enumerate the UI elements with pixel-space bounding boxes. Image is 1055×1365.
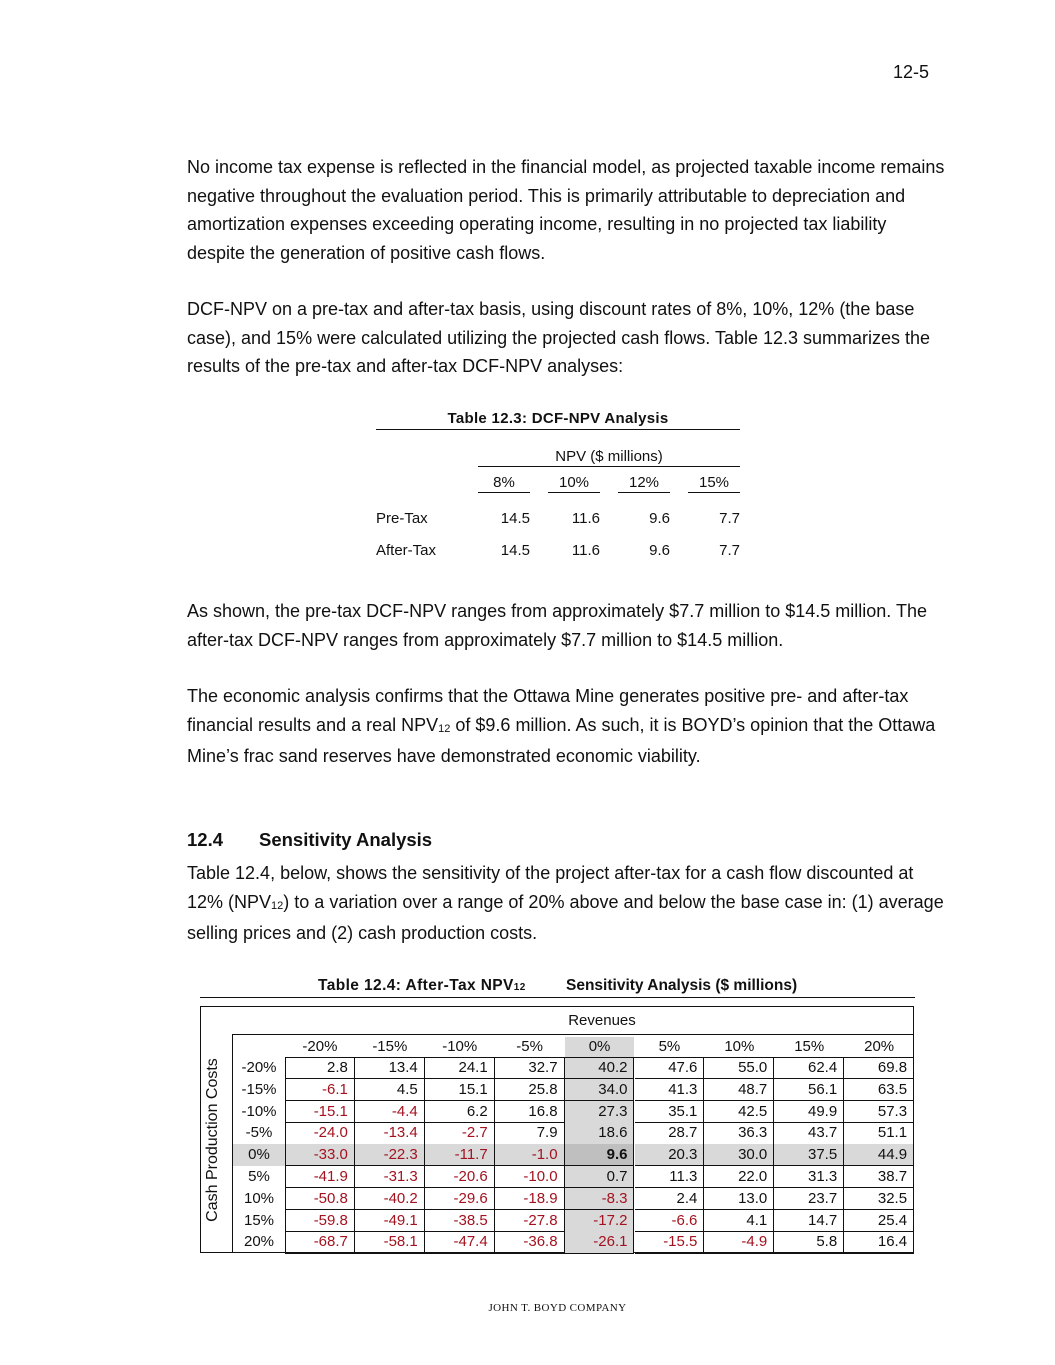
sensitivity-cell: -58.1 bbox=[355, 1231, 425, 1253]
sensitivity-cell: 18.6 bbox=[565, 1122, 635, 1144]
sensitivity-cell: 38.7 bbox=[844, 1166, 914, 1188]
table-12-3-group-header: NPV ($ millions) bbox=[478, 448, 740, 467]
sensitivity-cell: -38.5 bbox=[425, 1210, 495, 1232]
table-12-3-cell: 14.5 bbox=[500, 510, 530, 527]
sensitivity-cell: 25.8 bbox=[495, 1079, 565, 1101]
text: Table 12.4, below, shows the sensitivity of the project after-tax for a cash flow discounted at 12% (NPV bbox=[187, 863, 914, 912]
cost-row-header: 0% bbox=[233, 1144, 285, 1166]
table-12-3-row-label: Pre-Tax bbox=[376, 510, 428, 527]
section-number: 12.4 bbox=[187, 829, 224, 850]
sensitivity-cell: 16.4 bbox=[844, 1231, 914, 1253]
sensitivity-cell: 63.5 bbox=[844, 1079, 914, 1101]
sensitivity-cell: 23.7 bbox=[774, 1188, 844, 1210]
table-12-3-col-header: 15% bbox=[688, 474, 740, 493]
sensitivity-cell: 0.7 bbox=[565, 1166, 635, 1188]
sensitivity-cell: 2.4 bbox=[635, 1188, 705, 1210]
sensitivity-cell: 13.0 bbox=[704, 1188, 774, 1210]
sensitivity-cell: 22.0 bbox=[704, 1166, 774, 1188]
subscript: 12 bbox=[438, 722, 451, 735]
table-12-4-title-a bbox=[318, 977, 526, 995]
cost-row-header: 20% bbox=[243, 1233, 275, 1251]
sensitivity-cell: -8.3 bbox=[565, 1188, 635, 1210]
sensitivity-cell: -4.9 bbox=[704, 1231, 774, 1253]
cost-row-header: -10% bbox=[241, 1102, 277, 1120]
sensitivity-cell: 5.8 bbox=[774, 1231, 844, 1253]
revenue-col-header: 20% bbox=[864, 1038, 895, 1055]
sensitivity-cell: 37.5 bbox=[774, 1144, 844, 1166]
sensitivity-cell: 42.5 bbox=[704, 1101, 774, 1123]
page-number: 12-5 bbox=[893, 62, 930, 82]
table-12-4-title-b: Sensitivity Analysis ($ millions) bbox=[566, 977, 798, 994]
sensitivity-cell: 6.2 bbox=[425, 1101, 495, 1123]
sensitivity-cell: -22.3 bbox=[355, 1144, 425, 1166]
sensitivity-cell: 41.3 bbox=[635, 1079, 705, 1101]
sensitivity-cell: 62.4 bbox=[774, 1057, 844, 1079]
section-title: Sensitivity Analysis bbox=[259, 829, 433, 850]
sensitivity-cell: -17.2 bbox=[565, 1210, 635, 1232]
table-12-3-col-header: 12% bbox=[618, 474, 670, 493]
sensitivity-cell: 51.1 bbox=[844, 1122, 914, 1144]
sensitivity-cell: -50.8 bbox=[285, 1188, 355, 1210]
table-12-4-title bbox=[200, 977, 915, 998]
table-12-3-row-label: After-Tax bbox=[376, 542, 437, 559]
sensitivity-cell: -68.7 bbox=[285, 1231, 355, 1253]
cost-row-header: 5% bbox=[248, 1168, 270, 1185]
revenue-col-header: -20% bbox=[302, 1038, 338, 1055]
revenues-label: Revenues bbox=[568, 1012, 636, 1029]
sensitivity-cell: 4.1 bbox=[704, 1210, 774, 1232]
sensitivity-cell: 69.8 bbox=[844, 1057, 914, 1079]
table-12-3-cell: 14.5 bbox=[500, 542, 530, 559]
sensitivity-cell: 13.4 bbox=[355, 1057, 425, 1079]
sensitivity-cell: -33.0 bbox=[285, 1144, 355, 1166]
sensitivity-cell: -24.0 bbox=[285, 1122, 355, 1144]
table-12-3-col-header: 10% bbox=[548, 474, 600, 493]
grid-line bbox=[285, 1057, 914, 1058]
table-12-3-title: Table 12.3: DCF-NPV Analysis bbox=[376, 410, 740, 430]
sensitivity-cell: 32.7 bbox=[495, 1057, 565, 1079]
table-12-3-col-header: 8% bbox=[478, 474, 530, 493]
sensitivity-cell: 11.3 bbox=[635, 1166, 705, 1188]
table-12-3-cell: 9.6 bbox=[649, 542, 670, 559]
sensitivity-cell: 25.4 bbox=[844, 1210, 914, 1232]
text: The economic analysis confirms that the Ottawa Mine generates positive pre- and after-tax financial results and a real NPV bbox=[187, 686, 909, 735]
cost-row-header: -5% bbox=[245, 1124, 273, 1142]
sensitivity-cell: -36.8 bbox=[495, 1231, 565, 1253]
cost-row-header: -20% bbox=[241, 1059, 277, 1076]
table-12-3-cell: 7.7 bbox=[719, 510, 740, 527]
sensitivity-cell: -18.9 bbox=[495, 1188, 565, 1210]
table-12-3-cell: 7.7 bbox=[719, 542, 740, 559]
sensitivity-cell: 9.6 bbox=[565, 1144, 635, 1166]
sensitivity-cell: 24.1 bbox=[425, 1057, 495, 1079]
sensitivity-cell: -10.0 bbox=[495, 1166, 565, 1188]
sensitivity-cell: 43.7 bbox=[774, 1122, 844, 1144]
paragraph-dcf-npv: DCF-NPV on a pre-tax and after-tax basis, using discount rates of 8%, 10%, 12% (the base case), and 15% were calculated utilizing the projected cash flows. Table 12.3 summarizes the results of the pre-tax and after-tax DCF-NPV analyses: bbox=[187, 299, 931, 376]
cost-row-header: 10% bbox=[243, 1189, 275, 1207]
sensitivity-cell: -26.1 bbox=[565, 1231, 635, 1253]
sensitivity-cell: -13.4 bbox=[355, 1122, 425, 1144]
sensitivity-cell: 28.7 bbox=[635, 1122, 705, 1144]
revenue-col-header: 0% bbox=[565, 1037, 635, 1057]
sensitivity-cell: 34.0 bbox=[565, 1079, 635, 1101]
sensitivity-cell: -47.4 bbox=[425, 1231, 495, 1253]
grid-line bbox=[285, 1057, 286, 1253]
text: Table 12.4: After-Tax NPV bbox=[318, 977, 514, 994]
sensitivity-cell: 48.7 bbox=[704, 1079, 774, 1101]
revenue-col-header: 10% bbox=[724, 1038, 755, 1055]
paragraph-sensitivity bbox=[187, 859, 947, 948]
sensitivity-cell: 57.3 bbox=[844, 1101, 914, 1123]
table-12-3-cell: 9.6 bbox=[649, 510, 670, 527]
sensitivity-cell: -49.1 bbox=[355, 1210, 425, 1232]
sensitivity-cell: 2.8 bbox=[285, 1057, 355, 1079]
text: of $9.6 million. As such, it is BOYD’s opinion that the Ottawa Mine’s frac sand reserves have demonstrated economic viability. bbox=[187, 714, 936, 766]
sensitivity-cell: 4.5 bbox=[355, 1079, 425, 1101]
sensitivity-cell: 15.1 bbox=[425, 1079, 495, 1101]
table-12-3 bbox=[376, 410, 740, 559]
sensitivity-cell: -40.2 bbox=[355, 1188, 425, 1210]
sensitivity-cell: 35.1 bbox=[635, 1101, 705, 1123]
sensitivity-cell: -15.5 bbox=[635, 1231, 705, 1253]
sensitivity-cell: 32.5 bbox=[844, 1188, 914, 1210]
sensitivity-cell: 20.3 bbox=[635, 1144, 705, 1166]
sensitivity-cell: 40.2 bbox=[565, 1057, 635, 1079]
cash-production-costs-label: Cash Production Costs bbox=[204, 1058, 221, 1222]
sensitivity-cell: 47.6 bbox=[635, 1057, 705, 1079]
sensitivity-cell: -6.6 bbox=[635, 1210, 705, 1232]
sensitivity-cell: 36.3 bbox=[704, 1122, 774, 1144]
sensitivity-cell: -15.1 bbox=[285, 1101, 355, 1123]
sensitivity-cell: 49.9 bbox=[774, 1101, 844, 1123]
revenue-col-header: 15% bbox=[794, 1038, 825, 1055]
subscript: 12 bbox=[513, 982, 526, 993]
revenue-col-header: -15% bbox=[372, 1038, 408, 1055]
table-12-3-cell: 11.6 bbox=[571, 510, 600, 527]
sensitivity-cell: 55.0 bbox=[704, 1057, 774, 1079]
sensitivity-cell: 7.9 bbox=[495, 1122, 565, 1144]
sensitivity-cell: -27.8 bbox=[495, 1210, 565, 1232]
sensitivity-cell: -4.4 bbox=[355, 1101, 425, 1123]
cost-row-header: 15% bbox=[243, 1211, 275, 1229]
subscript: 12 bbox=[271, 899, 284, 912]
sensitivity-cell: 31.3 bbox=[774, 1166, 844, 1188]
paragraph-income-tax: No income tax expense is reflected in the financial model, as projected taxable income remains negative throughout the evaluation period. This is primarily attributable to depreciation and amortization expenses exceeding operating income, resulting in no projected tax liability despite the generation of positive cash flows. bbox=[187, 157, 945, 263]
sensitivity-cell: 14.7 bbox=[774, 1210, 844, 1232]
sensitivity-cell: 30.0 bbox=[704, 1144, 774, 1166]
sensitivity-cell: -1.0 bbox=[495, 1144, 565, 1166]
sensitivity-cell: -59.8 bbox=[285, 1210, 355, 1232]
sensitivity-cell: 56.1 bbox=[774, 1079, 844, 1101]
sensitivity-cell: -2.7 bbox=[425, 1122, 495, 1144]
sensitivity-cell: 27.3 bbox=[565, 1101, 635, 1123]
revenue-col-header: -5% bbox=[516, 1038, 543, 1055]
sensitivity-cell: 16.8 bbox=[495, 1101, 565, 1123]
section-heading bbox=[187, 829, 432, 851]
footer-company: JOHN T. BOYD COMPANY bbox=[488, 1302, 627, 1314]
sensitivity-cell: -20.6 bbox=[425, 1166, 495, 1188]
revenue-col-header: -10% bbox=[442, 1038, 478, 1055]
paragraph-conclusion bbox=[187, 682, 947, 771]
cost-row-header: -15% bbox=[241, 1080, 277, 1098]
paragraph-npv-range: As shown, the pre-tax DCF-NPV ranges from approximately $7.7 million to $14.5 million. The after-tax DCF-NPV ranges from approximately $7.7 million to $14.5 million. bbox=[187, 601, 927, 650]
sensitivity-cell: -6.1 bbox=[285, 1079, 355, 1101]
sensitivity-cell: -11.7 bbox=[425, 1144, 495, 1166]
sensitivity-cell: 44.9 bbox=[844, 1144, 914, 1166]
sensitivity-cell: -31.3 bbox=[355, 1166, 425, 1188]
revenue-col-header: 5% bbox=[658, 1038, 681, 1055]
text: ) to a variation over a range of 20% above and below the base case in: (1) average selling prices and (2) cash production costs. bbox=[187, 891, 944, 943]
sensitivity-cell: -29.6 bbox=[425, 1188, 495, 1210]
sensitivity-cell: -41.9 bbox=[285, 1166, 355, 1188]
table-12-3-cell: 11.6 bbox=[571, 542, 600, 559]
